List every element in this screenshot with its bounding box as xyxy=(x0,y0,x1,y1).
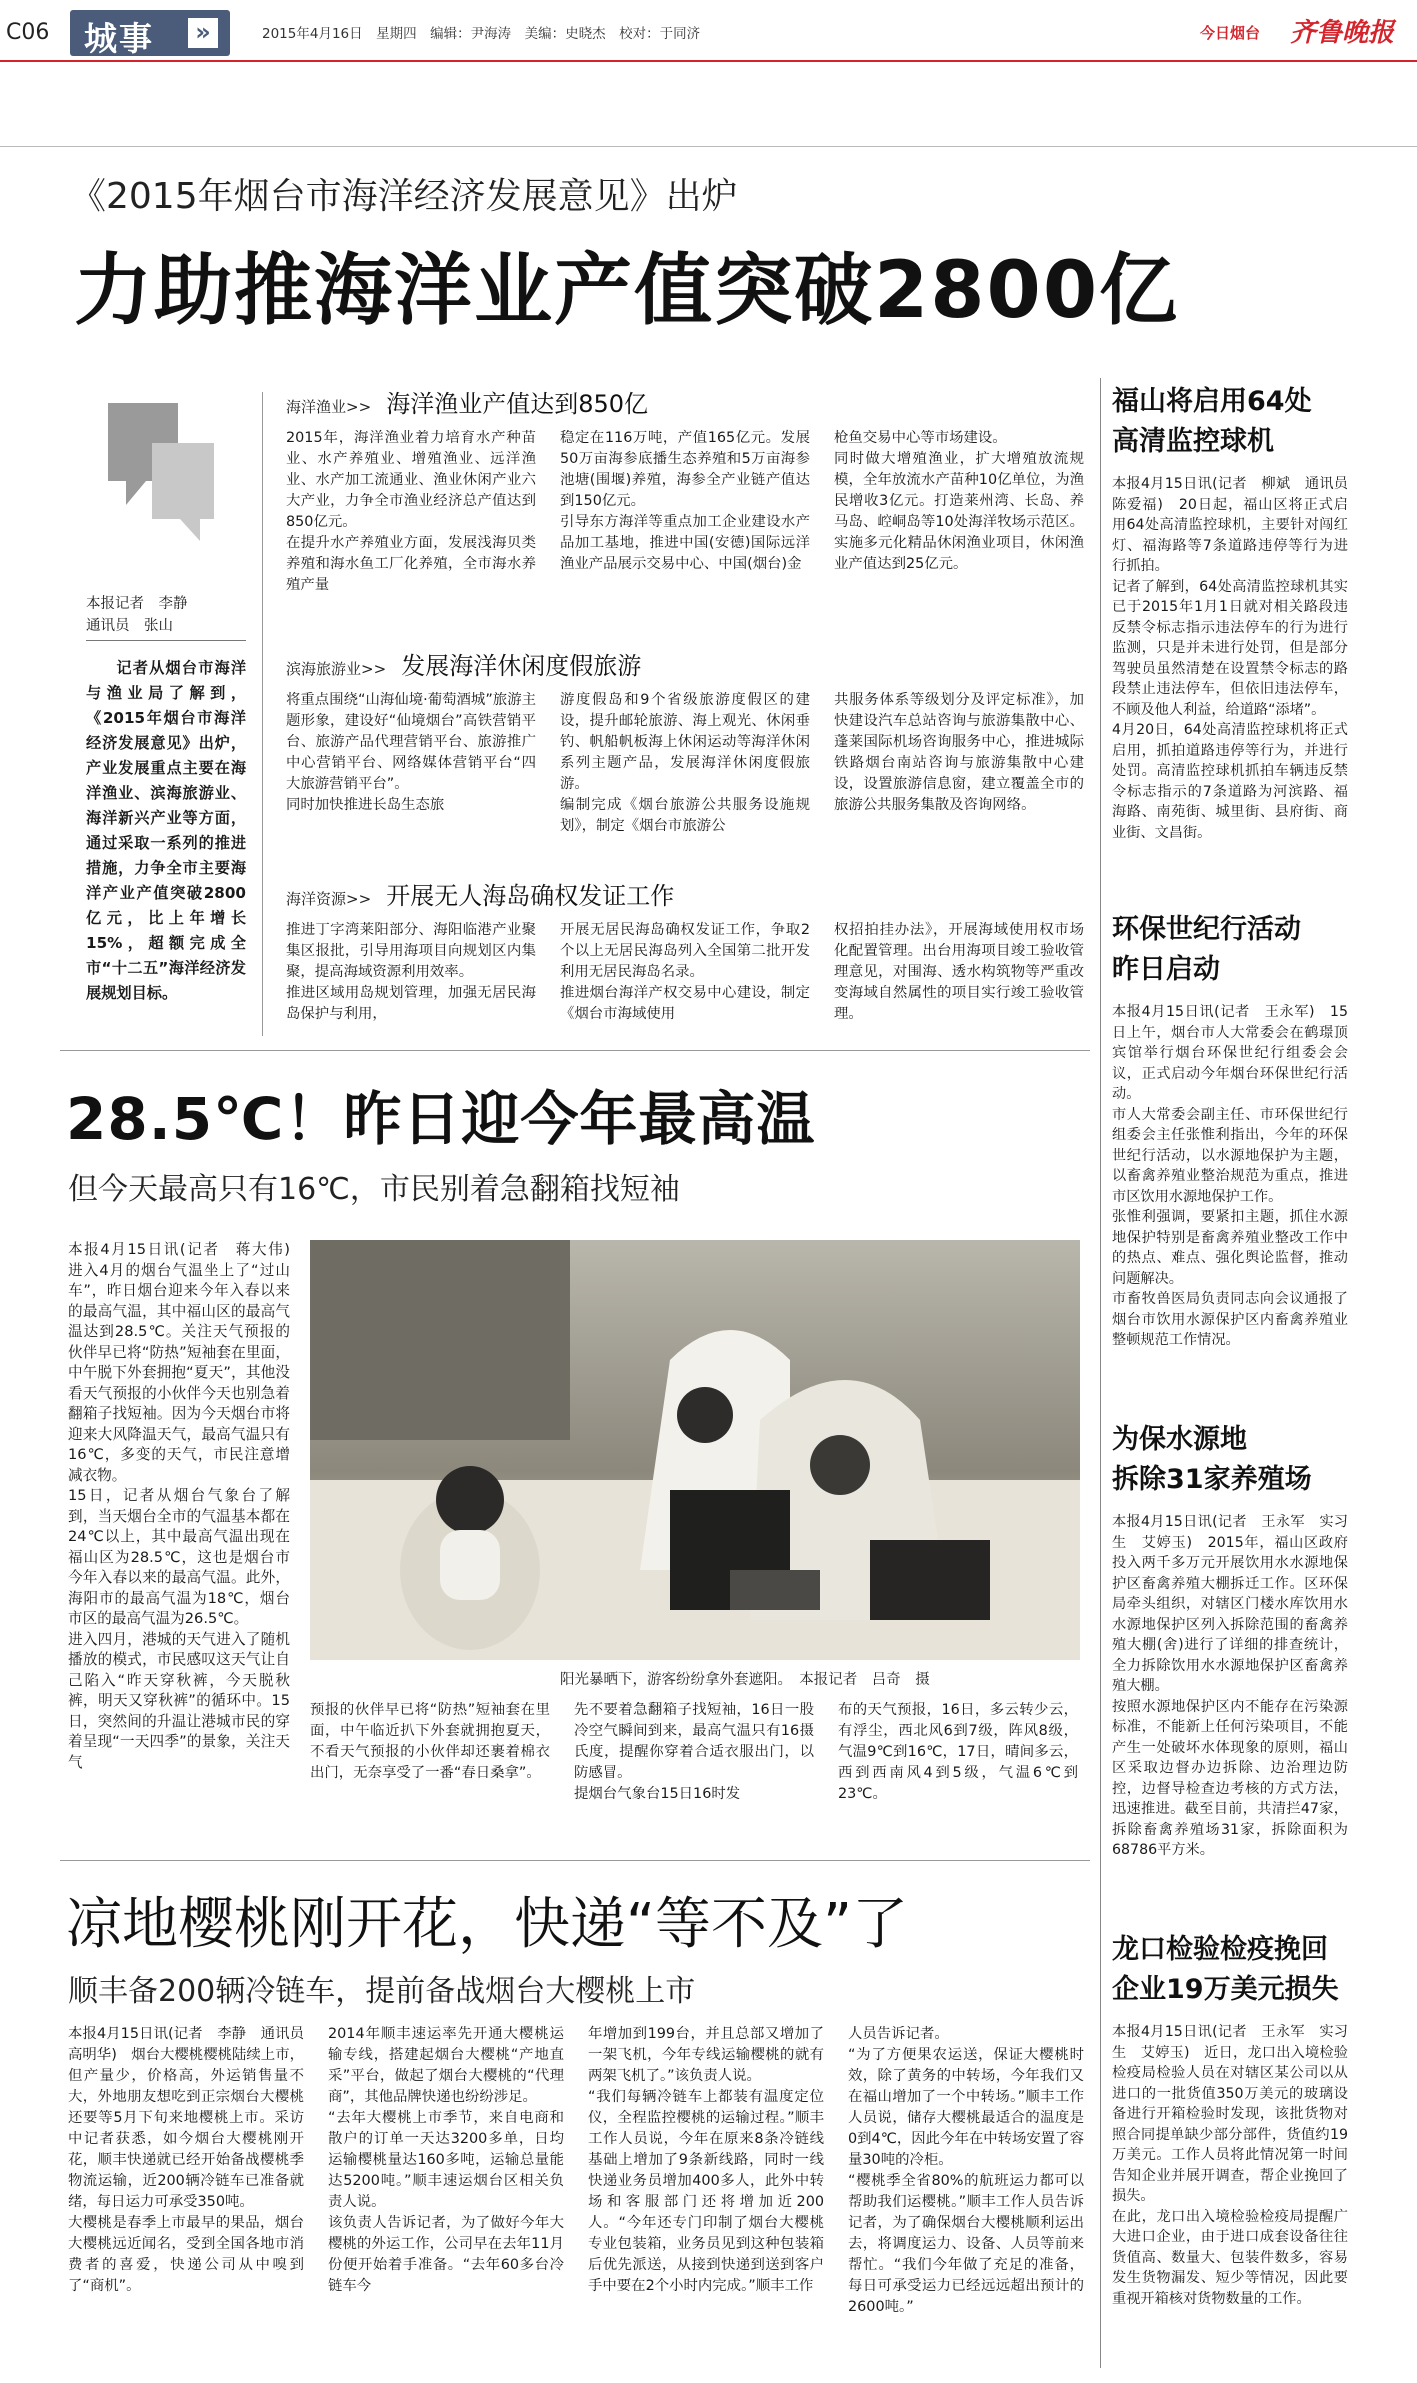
story-title: 环保世纪行活动 昨日启动 xyxy=(1112,914,1301,985)
column: 年增加到199台，并且总部又增加了一架飞机，今年专线运输樱桃的就有两架飞机了。”该负责人说。 “我们每辆冷链车上都装有温度定位仪，全程监控樱桃的运输过程。”顺丰工作人员说，今年在原来8条冷链线基础上增加了9条新线路，同时一线快递业务员增加400多人，此外中转场和客服部门还将增加近200人。“今年还专门印制了烟台大樱桃专业包装箱，业务员见到这种包装箱后优先派送，从接到快递到送到客户手中要在2个小时内完成。”顺丰工作 xyxy=(588,2026,824,2294)
story-body: 本报4月15日讯(记者 柳斌 通讯员 陈爱福) 20日起，福山区将正式启用64处高清监控球机，主要针对闯红灯、福海路等7条道路违停等行为进行抓拍。 记者了解到，64处高清监控球机其实已于2015年1月1日就对相关路段违反禁令标志指示违法停车的行为进行监测，只是并未进行处罚，但是部分驾驶员虽然清楚在设置禁令标志的路段禁止违法停车，但依旧违法停车，不顾及他人利益，给道路“添堵”。 4月20日，64处高清监控球机将正式启用，抓拍道路违停等行为，并进行处罚。高清监控球机抓拍车辆违反禁令标志指示的7条道路为河滨路、福海路、南苑街、城里街、县府街、商业街、文昌街。 xyxy=(1112,476,1348,841)
story-body: 本报4月15日讯(记者 王永军) 15日上午，烟台市人大常委会在鹤璟顶宾馆举行烟台环保世纪行组委会会议，正式启动今年烟台环保世纪行活动。 市人大常委会副主任、市环保世纪行组委会主任张惟利指出，今年的环保世纪行活动，以水源地保护为主题，以畜禽养殖业整治规范为重点，推进市区饮用水源地保护工作。 张惟利强调，要紧扣主题，抓住水源地保护特别是畜禽养殖业整改工作中的热点、难点、强化舆论监督，推动问题解决。 市畜牧兽医局负责同志向会议通报了烟台市饮用水源保护区内畜禽养殖业整顿规范工作情况。 xyxy=(1112,1004,1348,1348)
weather-photo-caption: 阳光暴晒下，游客纷纷拿外套遮阳。 本报记者 吕奇 摄 xyxy=(560,1672,930,1688)
lead-headline: 力助推海洋业产值突破2800亿 xyxy=(74,246,1180,336)
section-title: 发展海洋休闲度假旅游 xyxy=(401,652,642,680)
weather-photo xyxy=(310,1240,1080,1660)
section-title: 开展无人海岛确权发证工作 xyxy=(386,882,675,910)
section-name: 城事 xyxy=(84,19,154,58)
lead-section-tourism xyxy=(286,646,1086,837)
column: 人员告诉记者。 “为了方便果农运送，保证大樱桃时效，除了黄务的中转场，今年我们又在福山增加了一个中转场。”顺丰工作人员说，储存大樱桃最适合的温度是0到4℃，因此今年在中转场安置了容量30吨的冷柜。 “樱桃季全省80%的航班运力都可以帮助我们运樱桃。”顺丰工作人员告诉记者，为了确保烟台大樱桃顺利运出去，将调度运力、设备、人员等前来帮忙。“我们今年做了充足的准备，每日可承受运力已经远远超出预计的2600吨。” xyxy=(848,2026,1084,2315)
column: 推进丁字湾莱阳部分、海阳临港产业聚集区报批，引导用海项目向规划区内集聚，提高海域资源利用效率。 推进区域用岛规划管理，加强无居民海岛保护与利用， xyxy=(286,922,536,1022)
story-title: 龙口检验检疫挽回 企业19万美元损失 xyxy=(1112,1934,1339,2005)
header-divider xyxy=(0,60,1417,62)
lead-section-fishery xyxy=(286,384,1086,596)
column: 先不要着急翻箱子找短袖，16日一股冷空气瞬间到来，最高气温只有16摄氏度，提醒你穿着合适衣服出门，以防感冒。 提烟台气象台15日16时发 xyxy=(574,1702,814,1802)
weather-subhead: 但今天最高只有16℃，市民别着急翻箱找短袖 xyxy=(68,1172,680,1207)
weather-left-text: 本报4月15日讯(记者 蒋大伟) 进入4月的烟台气温坐上了“过山车”，昨日烟台迎来今年入春以来的最高气温，其中福山区的最高气温达到28.5℃。关注天气预报的伙伴早已将“防热”短袖套在里面，中午脱下外套拥抱“夏天”，其他没看天气预报的小伙伴今天也别急着翻箱子找短袖。因为今天烟台市将迎来大风降温天气，最高气温只有16℃，多变的天气，市民注意增减衣物。 15日，记者从烟台气象台了解到，当天烟台全市的气温基本都在24℃以上，其中最高气温出现在福山区为28.5℃，这也是烟台市今年入春以来的最高气温。此外，海阳市的最高气温为18℃，烟台市区的最高气温为26.5℃。 进入四月，港城的天气进入了随机播放的模式，市民感叹这天气让自己陷入“昨天穿秋裤，今天脱秋裤，明天又穿秋裤”的循环中。15日，突然间的升温让港城市民的穿着呈现“一天四季”的景象，关注天气 xyxy=(68,1241,290,1771)
sidebar-story-4 xyxy=(1112,1930,1348,2309)
section-tag: 滨海旅游业>> xyxy=(286,660,387,678)
sidebar-story-1 xyxy=(1112,382,1348,843)
column: 预报的伙伴早已将“防热”短袖套在里面，中午临近扒下外套就拥抱夏天，不看天气预报的小伙伴却还裹着棉衣出门，无奈享受了一番“春日桑拿”。 xyxy=(310,1702,550,1781)
story-body: 本报4月15日讯(记者 王永军 实习生 艾婷玉) 近日，龙口出入境检验检疫局检验人员在对辖区某公司以从进口的一批货值350万美元的玻璃设备进行开箱检验时发现，该批货物对照合同提单缺少部分部件，货值约19万美元。工作人员将此情况第一时间告知企业并展开调查，帮企业挽回了损失。 在此，龙口出入境检验检疫局提醒广大进口企业，由于进口成套设备往往货值高、数量大、包装件数多，容易发生货物漏发、短少等情况，因此要重视开箱核对货物数量的工作。 xyxy=(1112,2024,1348,2307)
story-divider-2 xyxy=(60,1860,1090,1861)
story-title: 为保水源地 拆除31家养殖场 xyxy=(1112,1424,1312,1495)
section-badge xyxy=(70,10,230,56)
lead-intro: 记者从烟台市海洋与渔业局了解到，《2015年烟台市海洋经济发展意见》出炉，产业发展重点主要在海洋渔业、滨海旅游业、海洋新兴产业等方面，通过采取一系列的推进措施，力争全市主要海洋产业产值突破2800亿元，比上年增长15%，超额完成全市“十二五”海洋经济发展规划目标。 xyxy=(86,659,246,1002)
column: 共服务体系等级划分及评定标准》，加快建设汽车总站咨询与旅游集散中心、蓬莱国际机场咨询服务中心，推进城际铁路烟台南站咨询与旅游集散中心建设，设置旅游信息窗，建立覆盖全市的旅游公共服务集散及咨询网络。 xyxy=(834,692,1084,813)
header-meta: 2015年4月16日 星期四 编辑：尹海涛 美编：史晓杰 校对：于同济 xyxy=(262,26,701,42)
section-heading xyxy=(286,384,1086,420)
column: 2014年顺丰速运率先开通大樱桃运输专线，搭建起烟台大樱桃“产地直采”平台，做起了烟台大樱桃的“代理商”，其他品牌快递也纷纷涉足。 “去年大樱桃上市季节，来自电商和散户的订单一天达3200多单，日均运输樱桃量达160多吨，运输总量能达5200吨。”顺丰速运烟台区相关负责人说。 该负责人告诉记者，为了做好今年大樱桃的外运工作，公司早在去年11月份便开始着手准备。“去年60多台冷链车今 xyxy=(328,2026,564,2294)
story-divider-1 xyxy=(60,1050,1090,1051)
section-heading xyxy=(286,646,1086,682)
column: 稳定在116万吨，产值165亿元。发展50万亩海参底播生态养殖和5万亩海参池塘(围堰)养殖，海参全产业链产值达到150亿元。 引导东方海洋等重点加工企业建设水产品加工基地，推进中国(安德)国际远洋渔业产品展示交易中心、中国(烟台)金 xyxy=(560,430,810,572)
brand-logo: 齐鲁晚报 xyxy=(1290,18,1395,48)
column: 将重点围绕“山海仙境·葡萄酒城”旅游主题形象，建设好“仙境烟台”高铁营销平台、旅游产品代理营销平台、旅游推广中心营销平台、网络媒体营销平台“四大旅游营销平台”。 同时加快推进长岛生态旅 xyxy=(286,692,536,813)
section-tag: 海洋资源>> xyxy=(286,890,372,908)
lead-intro-vrule xyxy=(262,392,263,1036)
page-header xyxy=(0,0,1417,60)
weather-bottom-columns xyxy=(310,1700,1090,1805)
column: 游度假岛和9个省级旅游度假区的建设，提升邮轮旅游、海上观光、休闲垂钓、帆船帆板海上休闲运动等海洋休闲系列主题产品，发展海洋休闲度假旅游。 编制完成《烟台旅游公共服务设施规划》，制定《烟台市旅游公 xyxy=(560,692,810,834)
weather-headline: 28.5℃！昨日迎今年最高温 xyxy=(66,1085,816,1153)
column: 枪鱼交易中心等市场建设。 同时做大增殖渔业，扩大增殖放流规模，全年放流水产苗种10亿单位，为渔民增收3亿元。打造莱州湾、长岛、养马岛、崆峒岛等10处海洋牧场示范区。实施多元化精品休闲渔业项目，休闲渔业产值达到25亿元。 xyxy=(834,430,1084,572)
story-title: 福山将启用64处 高清监控球机 xyxy=(1112,386,1312,457)
lead-byline-1: 本报记者 李静 xyxy=(86,596,188,612)
page-code: C06 xyxy=(6,20,50,45)
cherry-headline: 凉地樱桃刚开花，快递“等不及”了 xyxy=(66,1892,909,1957)
lead-kicker: 《2015年烟台市海洋经济发展意见》出炉 xyxy=(70,176,738,217)
column: 本报4月15日讯(记者 李静 通讯员 高明华) 烟台大樱桃樱桃陆续上市，但产量少，价格高，外运销售量不大，外地朋友想吃到正宗烟台大樱桃还要等5月下旬来地樱桃上市。采访中记者获悉，如今烟台大樱桃刚开花，顺丰快递就已经开始备战樱桃季物流运输，近200辆冷链车已准备就绪，每日运力可承受350吨。 大樱桃是春季上市最早的果品，烟台大樱桃远近闻名，受到全国各地市消费者的喜爱，快递公司从中嗅到了“商机”。 xyxy=(68,2026,304,2294)
speech-bubbles-icon xyxy=(100,395,220,545)
sidebar-vrule xyxy=(1100,378,1101,2368)
lead-byline-2: 通讯员 张山 xyxy=(86,618,173,634)
double-chevron-icon: » xyxy=(188,18,218,48)
section-heading xyxy=(286,876,1086,912)
cherry-subhead: 顺丰备200辆冷链车，提前备战烟台大樱桃上市 xyxy=(68,1974,696,2009)
section-tag: 海洋渔业>> xyxy=(286,398,372,416)
story-body: 本报4月15日讯(记者 王永军 实习生 艾婷玉) 2015年，福山区政府投入两千多万元开展饮用水水源地保护区畜禽养殖大棚拆迁工作。区环保局牵头组织，对辖区门楼水库饮用水水源地保护区列入拆除范围的畜禽养殖大棚(舍)进行了详细的排查统计，全力拆除饮用水水源地保护区畜禽养殖大棚。 按照水源地保护区内不能存在污染源标准，不能新上任何污染项目，不能产生一处破坏水体现象的原则，福山区采取边督办边拆除、边治理边防控，边督导检查边考核的方式方法，迅速推进。截至目前，共清拦47家，拆除畜禽养殖场31家，拆除面积为68786平方米。 xyxy=(1112,1514,1348,1858)
header-divider-2 xyxy=(0,146,1417,147)
intro-divider xyxy=(86,640,246,641)
sidebar-story-2 xyxy=(1112,910,1348,1351)
column: 权招拍挂办法》，开展海域使用权市场化配置管理。出台用海项目竣工验收管理意见，对围海、透水构筑物等严重改变海域自然属性的项目实行竣工验收管理。 xyxy=(834,922,1084,1022)
sidebar-story-3 xyxy=(1112,1420,1348,1861)
column: 布的天气预报，16日，多云转少云，有浮尘，西北风6到7级，阵风8级，气温9℃到16℃，17日，晴间多云，西到西南风4到5级，气温6℃到23℃。 xyxy=(838,1702,1078,1802)
lead-section-resources xyxy=(286,876,1086,1025)
column: 2015年，海洋渔业着力培育水产种苗业、水产养殖业、增殖渔业、远洋渔业、水产加工流通业、渔业休闲产业六大产业，力争全市渔业经济总产值达到850亿元。 在提升水产养殖业方面，发展浅海贝类养殖和海水鱼工厂化养殖，全市海水养殖产量 xyxy=(286,430,536,593)
cherry-columns xyxy=(68,2024,1088,2318)
brand-small: 今日烟台 xyxy=(1200,24,1261,42)
column: 开展无居民海岛确权发证工作，争取2个以上无居民海岛列入全国第二批开发利用无居民海岛名录。 推进烟台海洋产权交易中心建设，制定《烟台市海域使用 xyxy=(560,922,810,1022)
section-title: 海洋渔业产值达到850亿 xyxy=(386,390,649,418)
